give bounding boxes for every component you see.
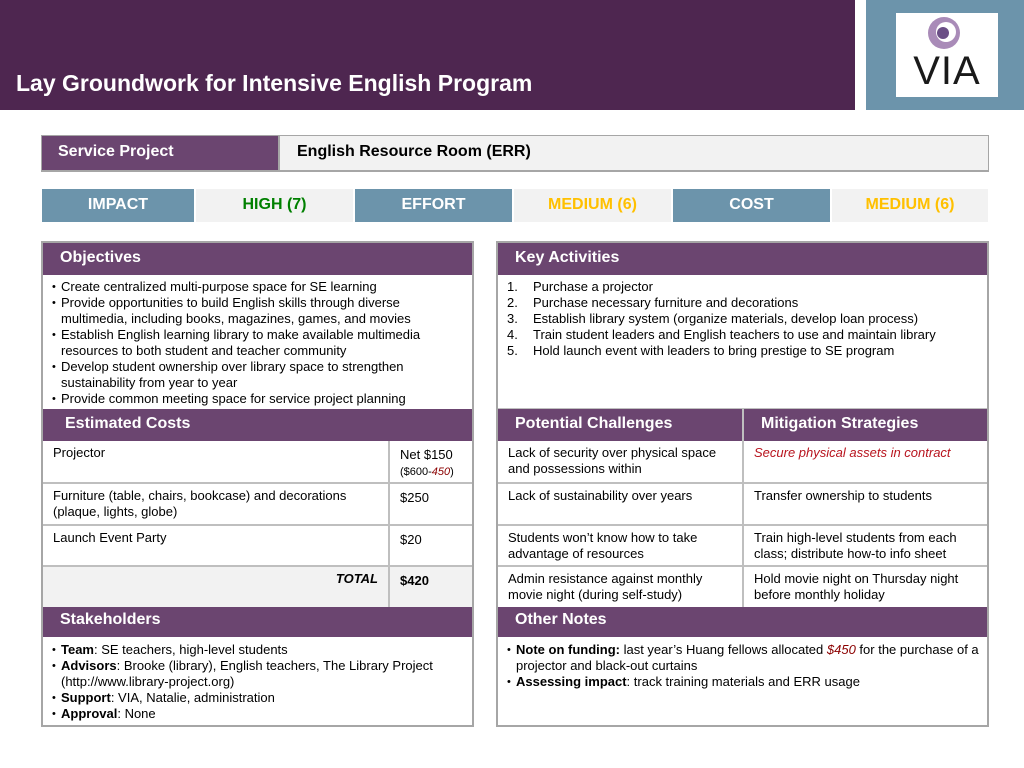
cost-item: Furniture (table, chairs, bookcase) and decorations (plaque, lights, globe) xyxy=(43,484,388,526)
other-notes-header: Other Notes xyxy=(498,607,987,637)
page-title: Lay Groundwork for Intensive English Program xyxy=(16,70,533,96)
service-project-label: Service Project xyxy=(42,136,278,170)
list-item: • Advisors: Brooke (library), English teachers, The Library Project (http://www.library-project.org) xyxy=(52,658,462,690)
estimated-costs-header: Estimated Costs xyxy=(43,409,472,441)
effort-label: EFFORT xyxy=(355,189,512,222)
list-item: • Establish English learning library to make available multimedia resources to both student and teacher community xyxy=(52,327,468,359)
list-item: • Support: VIA, Natalie, administration xyxy=(52,690,462,706)
via-logo xyxy=(896,13,998,97)
stakeholders-list xyxy=(52,642,462,722)
list-item: • Provide common meeting space for service project planning xyxy=(52,391,468,407)
list-item: • Approval: None xyxy=(52,706,462,722)
list-item: • Provide opportunities to build English skills through diverse multimedia, including books, magazines, games, and movies xyxy=(52,295,468,327)
mitigation-cell: Transfer ownership to students xyxy=(744,484,987,526)
swirl-icon xyxy=(896,13,998,53)
impact-value: HIGH (7) xyxy=(196,189,353,222)
other-notes-list xyxy=(507,642,983,690)
challenge-cell: Lack of sustainability over years xyxy=(498,484,742,526)
cost-value: MEDIUM (6) xyxy=(832,189,988,222)
mitigation-cell: Hold movie night on Thursday night before monthly holiday xyxy=(754,571,959,602)
list-item: 5. Hold launch event with leaders to bring prestige to SE program xyxy=(507,343,895,358)
total-label: TOTAL xyxy=(43,567,388,607)
mitigation-strategies-header: Mitigation Strategies xyxy=(744,409,987,441)
effort-value: MEDIUM (6) xyxy=(514,189,671,222)
cost-amount: Net $150 ($600-450) xyxy=(390,441,472,484)
list-item: • Team: SE teachers, high-level students xyxy=(52,642,462,658)
logo-text: VIA xyxy=(913,49,981,93)
list-item: 1. Purchase a projector xyxy=(507,279,653,294)
mitigation-cell: Train high-level students from each class; distribute how-to info sheet xyxy=(744,526,987,567)
key-activities-list xyxy=(507,279,983,359)
service-project-value: English Resource Room (ERR) xyxy=(278,136,988,170)
cost-amount: $20 xyxy=(390,526,472,567)
cost-label: COST xyxy=(673,189,830,222)
list-item: 4. Train student leaders and English teachers to use and maintain library xyxy=(507,327,936,342)
list-item: • Develop student ownership over library space to strengthen sustainability from year to year xyxy=(52,359,468,391)
challenge-cell: Lack of security over physical space and possessions within xyxy=(498,441,742,484)
key-activities-header: Key Activities xyxy=(498,243,987,275)
list-item: • Assessing impact: track training materials and ERR usage xyxy=(507,674,983,690)
cost-item: Projector xyxy=(43,441,388,484)
mitigation-cell: Secure physical assets in contract xyxy=(744,441,987,484)
cost-note: ($600-450) xyxy=(400,466,454,478)
list-item: 3. Establish library system (organize materials, develop loan process) xyxy=(507,311,919,326)
stakeholders-header: Stakeholders xyxy=(43,607,472,637)
potential-challenges-header: Potential Challenges xyxy=(498,409,742,441)
cost-item: Launch Event Party xyxy=(43,526,388,567)
total-amount: $420 xyxy=(390,567,472,607)
title-bar xyxy=(0,0,855,110)
cost-amount: $250 xyxy=(390,484,472,526)
list-item: • Note on funding: last year’s Huang fellows allocated $450 for the purchase of a projector and black-out curtains xyxy=(507,642,983,674)
objectives-list xyxy=(52,279,468,407)
challenge-cell: Students won’t know how to take advantage of resources xyxy=(498,526,742,567)
impact-label: IMPACT xyxy=(42,189,194,222)
objectives-header: Objectives xyxy=(43,243,472,275)
challenge-cell: Admin resistance against monthly movie night (during self-study) xyxy=(508,571,703,602)
list-item: • Create centralized multi-purpose space for SE learning xyxy=(52,279,468,295)
list-item: 2. Purchase necessary furniture and decorations xyxy=(507,295,799,310)
